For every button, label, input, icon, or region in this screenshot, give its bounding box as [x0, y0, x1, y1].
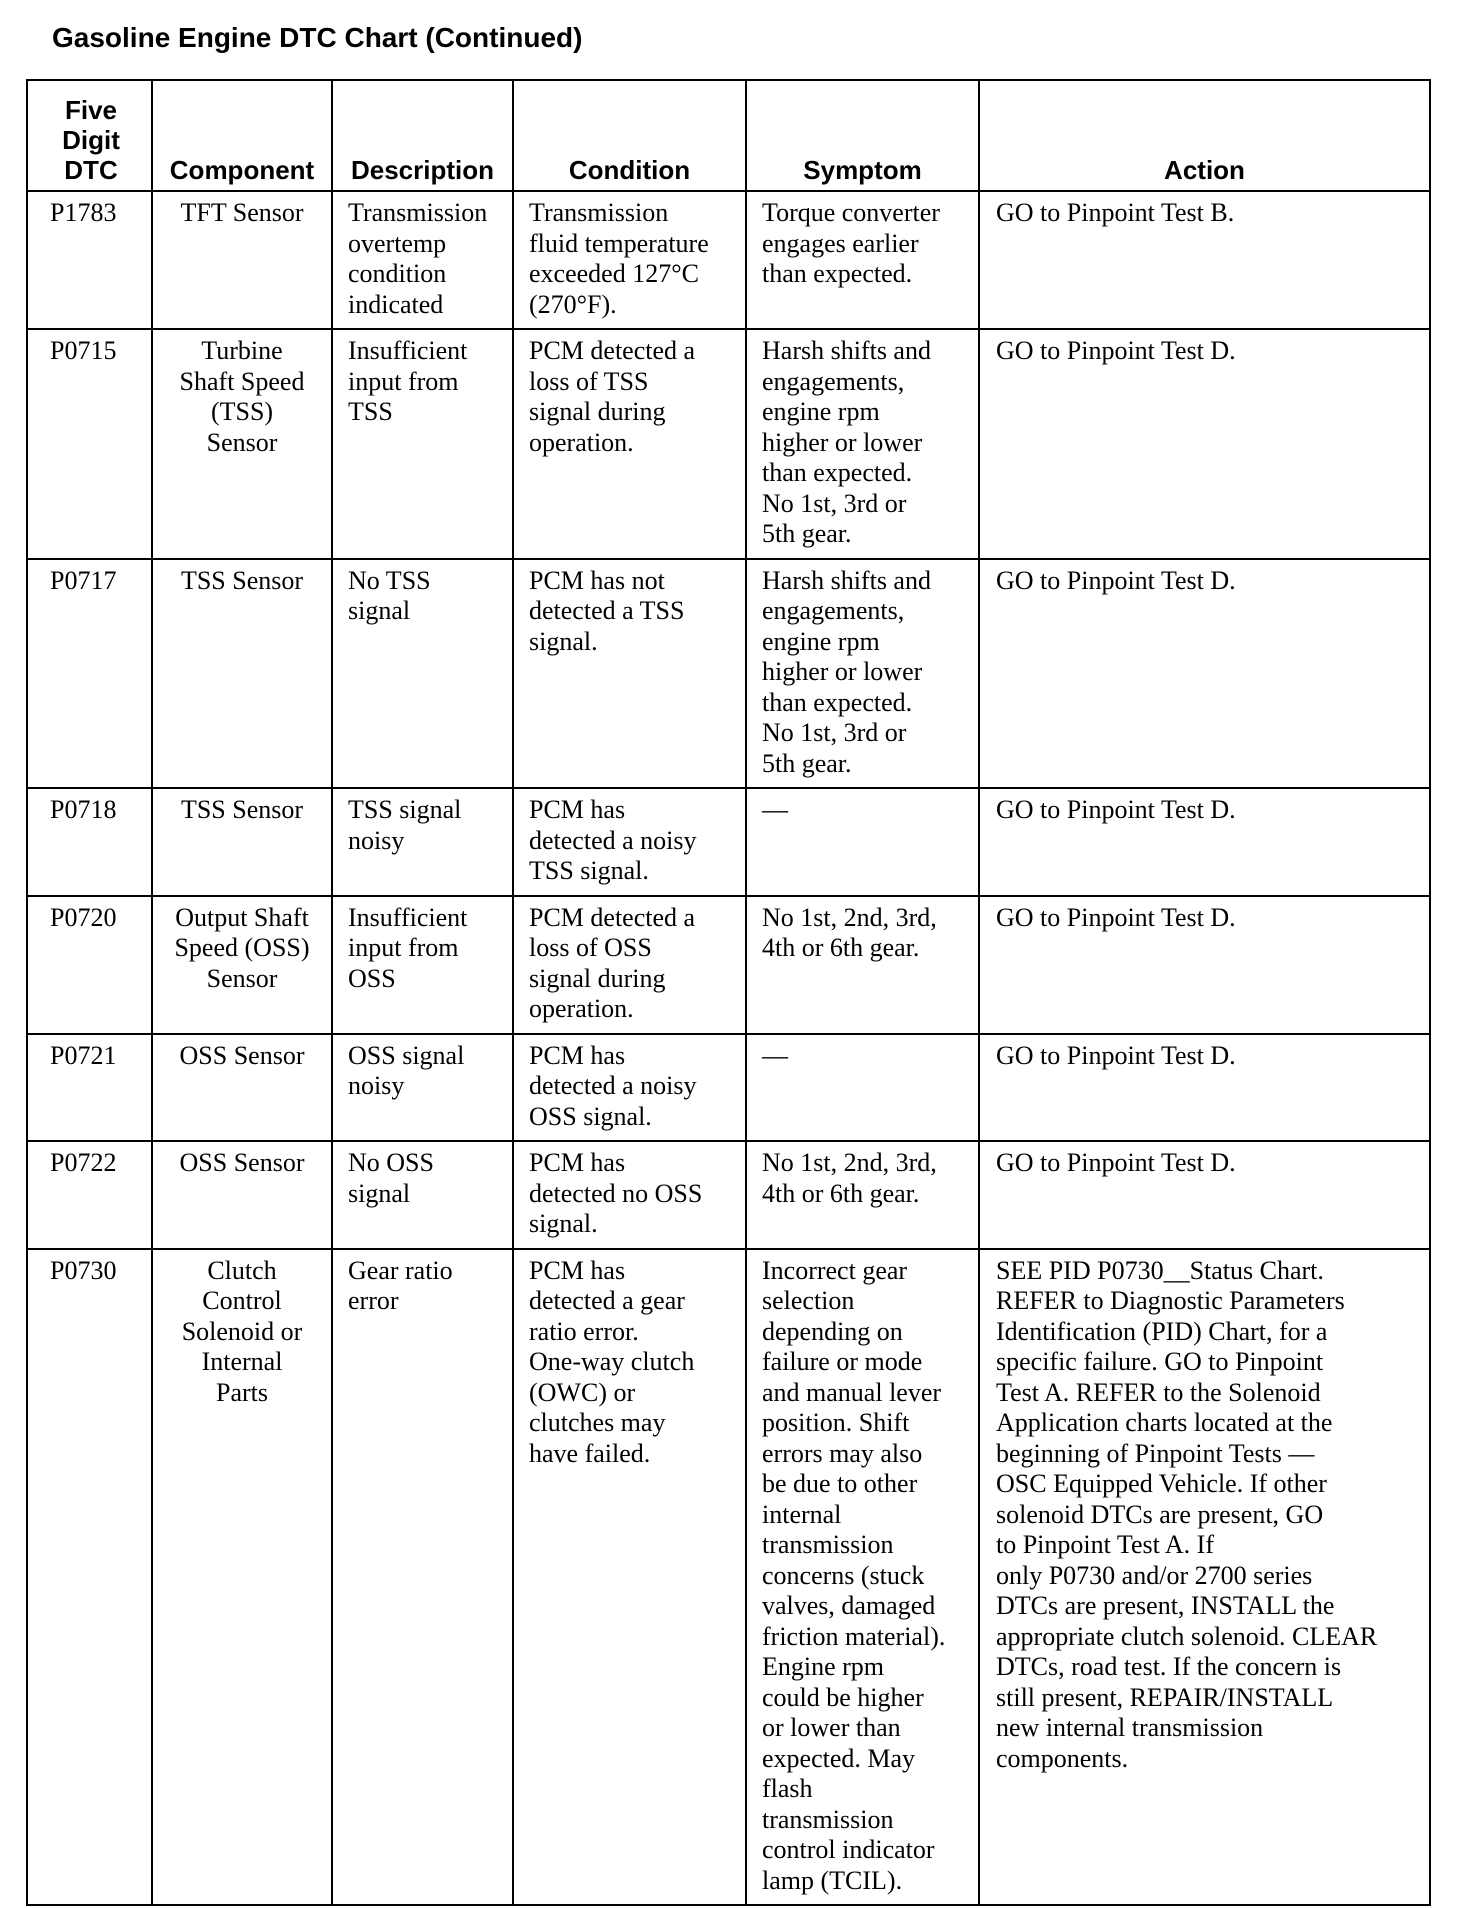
symptom-cell: —: [746, 788, 979, 896]
page-title: Gasoline Engine DTC Chart (Continued): [52, 22, 583, 53]
component-cell: Output Shaft Speed (OSS) Sensor: [152, 896, 332, 1034]
dtc-chart-table: [26, 79, 1431, 1906]
component-cell: OSS Sensor: [152, 1034, 332, 1142]
header-symptom: Symptom: [746, 80, 979, 191]
table-row: [27, 788, 1430, 896]
action-cell: GO to Pinpoint Test D.: [979, 896, 1430, 1034]
table-row: [27, 1034, 1430, 1142]
symptom-cell: Harsh shifts and engagements, engine rpm higher or lower than expected. No 1st, 3rd or 5th gear.: [746, 329, 979, 559]
dtc-code: P0721: [27, 1034, 152, 1142]
header-description: Description: [332, 80, 513, 191]
description-cell: Insufficient input from OSS: [332, 896, 513, 1034]
condition-cell: PCM has not detected a TSS signal.: [513, 559, 746, 789]
action-cell: GO to Pinpoint Test D.: [979, 1141, 1430, 1249]
symptom-cell: Torque converter engages earlier than expected.: [746, 191, 979, 329]
dtc-code: P0720: [27, 896, 152, 1034]
condition-cell: Transmission fluid temperature exceeded 127°C (270°F).: [513, 191, 746, 329]
dtc-code: P0717: [27, 559, 152, 789]
condition-cell: PCM detected a loss of OSS signal during operation.: [513, 896, 746, 1034]
symptom-cell: No 1st, 2nd, 3rd, 4th or 6th gear.: [746, 896, 979, 1034]
description-cell: Insufficient input from TSS: [332, 329, 513, 559]
action-cell: SEE PID P0730__Status Chart. REFER to Diagnostic Parameters Identification (PID) Chart, for a specific failure. GO to Pinpoint Test A. REFER to the Solenoid Application charts located at the beginning of Pinpoint Tests — OSC Equipped Vehicle. If other solenoid DTCs are present, GO to Pinpoint Test A. If only P0730 and/or 2700 series DTCs are present, INSTALL the appropriate clutch solenoid. CLEAR DTCs, road test. If the concern is still present, REPAIR/INSTALL new internal transmission components.: [979, 1249, 1430, 1906]
condition-cell: PCM has detected a noisy TSS signal.: [513, 788, 746, 896]
action-cell: GO to Pinpoint Test B.: [979, 191, 1430, 329]
header-component: Component: [152, 80, 332, 191]
table-row: [27, 191, 1430, 329]
dtc-code: P1783: [27, 191, 152, 329]
header-condition: Condition: [513, 80, 746, 191]
action-cell: GO to Pinpoint Test D.: [979, 1034, 1430, 1142]
component-cell: TFT Sensor: [152, 191, 332, 329]
symptom-cell: —: [746, 1034, 979, 1142]
action-cell: GO to Pinpoint Test D.: [979, 329, 1430, 559]
dtc-code: P0715: [27, 329, 152, 559]
description-cell: OSS signal noisy: [332, 1034, 513, 1142]
condition-cell: PCM has detected no OSS signal.: [513, 1141, 746, 1249]
symptom-cell: No 1st, 2nd, 3rd, 4th or 6th gear.: [746, 1141, 979, 1249]
action-cell: GO to Pinpoint Test D.: [979, 559, 1430, 789]
condition-cell: PCM detected a loss of TSS signal during operation.: [513, 329, 746, 559]
table-row: [27, 559, 1430, 789]
component-cell: TSS Sensor: [152, 559, 332, 789]
description-cell: No OSS signal: [332, 1141, 513, 1249]
table-row: [27, 1141, 1430, 1249]
description-cell: No TSS signal: [332, 559, 513, 789]
component-cell: OSS Sensor: [152, 1141, 332, 1249]
table-row: [27, 896, 1430, 1034]
condition-cell: PCM has detected a noisy OSS signal.: [513, 1034, 746, 1142]
description-cell: Gear ratio error: [332, 1249, 513, 1906]
component-cell: Clutch Control Solenoid or Internal Parts: [152, 1249, 332, 1906]
symptom-cell: Incorrect gear selection depending on failure or mode and manual lever position. Shift errors may also be due to other internal transmission concerns (stuck valves, damaged friction material). Engine rpm could be higher or lower than expected. May flash transmission control indicator lamp (TCIL).: [746, 1249, 979, 1906]
header-action: Action: [979, 80, 1430, 191]
action-cell: GO to Pinpoint Test D.: [979, 788, 1430, 896]
component-cell: TSS Sensor: [152, 788, 332, 896]
description-cell: TSS signal noisy: [332, 788, 513, 896]
component-cell: Turbine Shaft Speed (TSS) Sensor: [152, 329, 332, 559]
table-row: [27, 1249, 1430, 1906]
header-row: [27, 80, 1430, 191]
dtc-code: P0718: [27, 788, 152, 896]
description-cell: Transmission overtemp condition indicated: [332, 191, 513, 329]
dtc-code: P0722: [27, 1141, 152, 1249]
header-five-digit-dtc-label: Five Digit DTC: [62, 95, 120, 185]
table-row: [27, 329, 1430, 559]
dtc-code: P0730: [27, 1249, 152, 1906]
symptom-cell: Harsh shifts and engagements, engine rpm higher or lower than expected. No 1st, 3rd or 5th gear.: [746, 559, 979, 789]
header-five-digit-dtc: [27, 80, 152, 191]
condition-cell: PCM has detected a gear ratio error. One-way clutch (OWC) or clutches may have failed.: [513, 1249, 746, 1906]
